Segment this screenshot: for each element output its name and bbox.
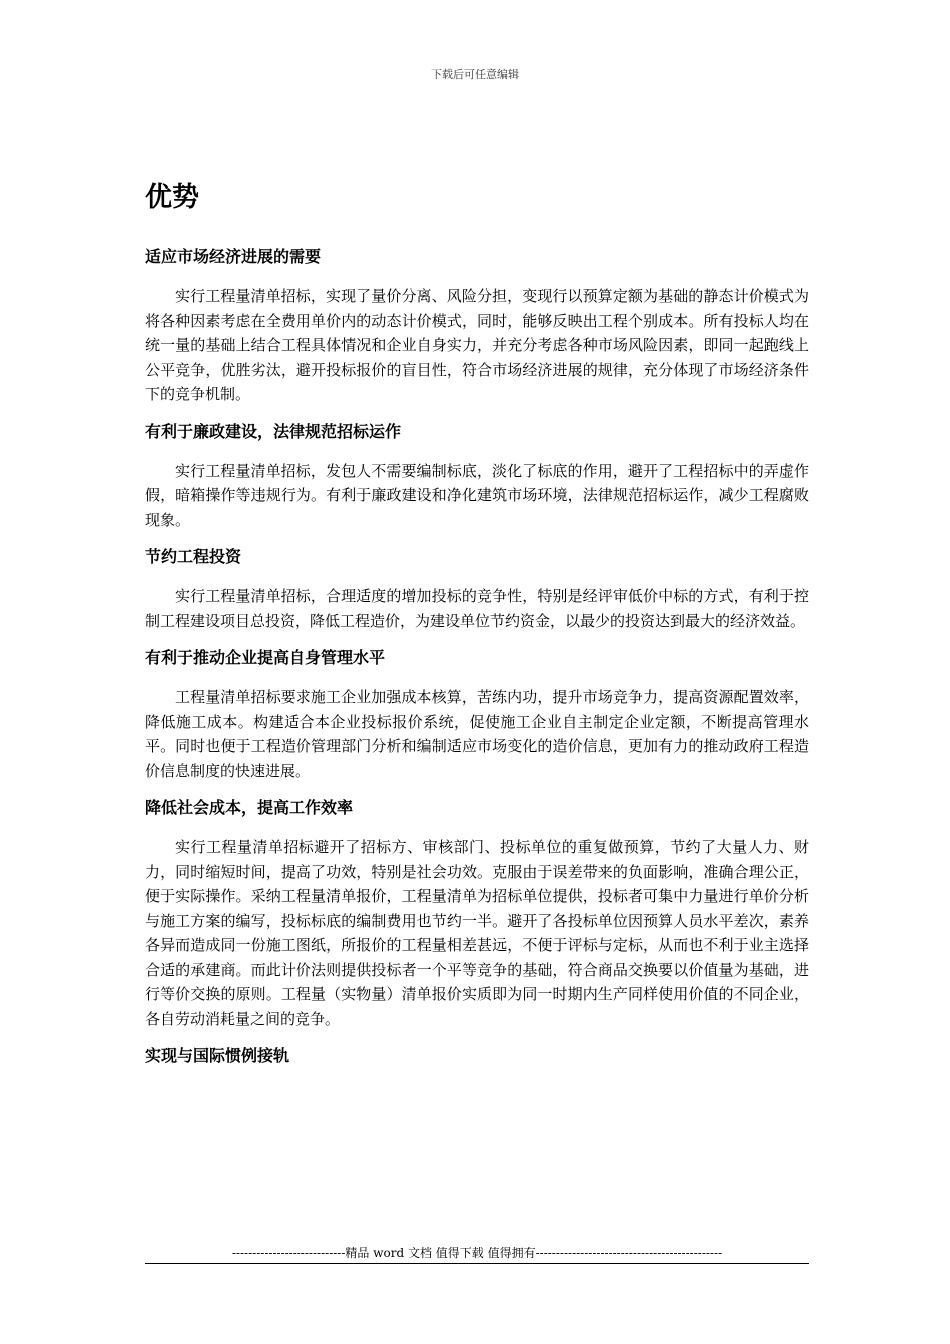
page-header-note: 下载后可任意编辑 — [431, 68, 519, 81]
section-paragraph: 实行工程量清单招标，实现了量价分离、风险分担，变现行以预算定额为基础的静态计价模式为将各种因素考虑在全费用单价内的动态计价模式，同时，能够反映出工程个别成本。所有投标人均在统一量的基础上结合工程具体情况和企业自身实力，并充分考虑各种市场风险因素，即同一起跑线上公平竞争，优胜劣汰，避开投标报价的盲目性，符合市场经济进展的规律，充分体现了市场经济条件下的竞争机制。 — [145, 287, 809, 403]
section-paragraph: 实行工程量清单招标避开了招标方、审核部门、投标单位的重复做预算，节约了大量人力、财力，同时缩短时间，提高了功效，特别是社会功效。克服由于误差带来的负面影响，准确合理公正，便于实际操作。采纳工程量清单报价，工程量清单为招标单位提供，投标者可集中力量进行单价分析与施工方案的编写，投标标底的编制费用也节约一半。避开了各投标单位因预算人员水平差次，素养各异而造成同一份施工图纸，所报价的工程量相差甚远，不便于评标与定标，从而也不利于业主选择合适的承建商。而此计价法则提供投标者一个平等竞争的基础，符合商品交换要以价值量为基础，进行等价交换的原则。工程量（实物量）清单报价实质即为同一时期内生产同样使用价值的不同企业，各自劳动消耗量之间的竞争。 — [145, 838, 809, 1028]
section-heading: 有利于廉政建设，法律规范招标运作 — [145, 421, 402, 441]
section-heading: 适应市场经济进展的需要 — [145, 247, 322, 266]
footer-divider — [145, 1263, 809, 1264]
section-heading: 降低社会成本，提高工作效率 — [145, 798, 354, 817]
section-paragraph: 实行工程量清单招标，发包人不需要编制标底，淡化了标底的作用，避开了工程招标中的弄虚作假，暗箱操作等违规行为。有利于廉政建设和净化建筑市场环境，法律规范招标运作，减少工程腐败现象。 — [145, 461, 809, 529]
section-heading: 实现与国际惯例接轨 — [145, 1046, 290, 1065]
section-heading: 节约工程投资 — [145, 547, 242, 566]
page-footer-note: ----------------------------精品 word 文档 值得下载 值得拥有---------------------------------------------- — [231, 1246, 723, 1260]
section-heading: 有利于推动企业提高自身管理水平 — [145, 648, 386, 667]
section-paragraph: 工程量清单招标要求施工企业加强成本核算，苦练内功，提升市场竞争力，提高资源配置效率，降低施工成本。构建适合本企业投标报价系统，促使施工企业自主制定企业定额，不断提高管理水平。同时也便于工程造价管理部门分析和编制适应市场变化的造价信息，更加有力的推动政府工程造价信息制度的快速进展。 — [145, 688, 809, 780]
page-title: 优势 — [145, 182, 199, 213]
document-body — [145, 178, 809, 1083]
section-paragraph: 实行工程量清单招标，合理适度的增加投标的竞争性，特别是经评审低价中标的方式，有利于控制工程建设项目总投资，降低工程造价，为建设单位节约资金，以最少的投资达到最大的经济效益。 — [145, 587, 809, 630]
